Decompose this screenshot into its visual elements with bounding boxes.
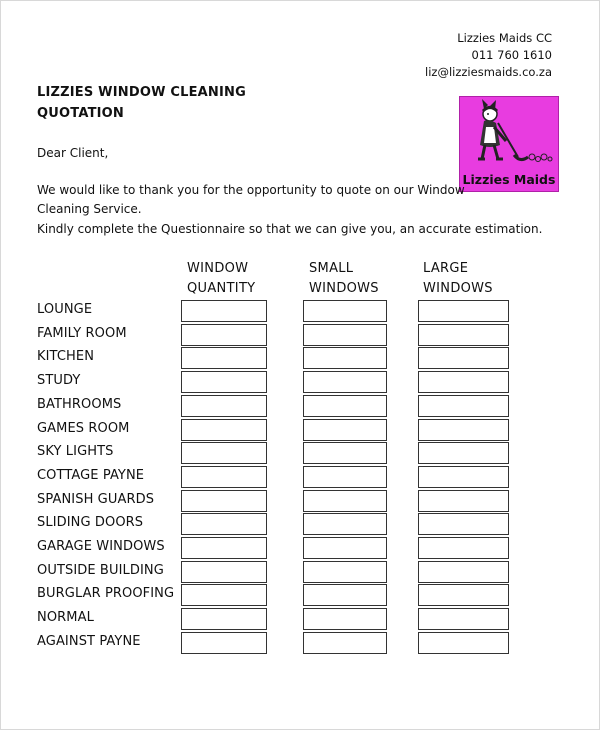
column-header-line-1: LARGE [423,261,469,276]
input-box-large-windows[interactable] [418,608,509,630]
input-box-large-windows[interactable] [418,513,509,535]
input-box-large-windows[interactable] [418,324,509,346]
input-box-large-windows[interactable] [418,537,509,559]
input-box-small-windows[interactable] [303,466,387,488]
column-header-small-windows [309,259,379,299]
input-box-small-windows[interactable] [303,395,387,417]
title-line-2: QUOTATION [37,106,125,121]
input-box-small-windows[interactable] [303,442,387,464]
input-box-large-windows[interactable] [418,466,509,488]
title-line-1: LIZZIES WINDOW CLEANING [37,85,246,100]
input-box-large-windows[interactable] [418,442,509,464]
row-label: KITCHEN [37,349,95,365]
input-box-window-quantity[interactable] [181,490,267,512]
input-box-window-quantity[interactable] [181,442,267,464]
company-email: liz@lizziesmaids.co.za [425,65,552,79]
row-label: FAMILY ROOM [37,325,127,341]
input-box-small-windows[interactable] [303,537,387,559]
input-box-window-quantity[interactable] [181,395,267,417]
input-box-window-quantity[interactable] [181,608,267,630]
input-box-large-windows[interactable] [418,419,509,441]
row-label: SPANISH GUARDS [37,491,155,507]
company-name: Lizzies Maids CC [457,31,552,45]
logo-text: Lizzies Maids [462,172,556,187]
letter-body [37,144,542,239]
input-box-window-quantity[interactable] [181,513,267,535]
input-box-large-windows[interactable] [418,300,509,322]
input-box-window-quantity[interactable] [181,324,267,346]
input-box-large-windows[interactable] [418,347,509,369]
input-box-small-windows[interactable] [303,300,387,322]
row-label: NORMAL [37,610,94,626]
input-box-window-quantity[interactable] [181,300,267,322]
input-box-large-windows[interactable] [418,395,509,417]
row-label: AGAINST PAYNE [37,633,141,649]
row-label: GARAGE WINDOWS [37,539,165,554]
input-box-small-windows[interactable] [303,347,387,369]
row-label: OUTSIDE BUILDING [37,562,164,578]
company-phone: 011 760 1610 [471,48,552,62]
input-box-small-windows[interactable] [303,490,387,512]
column-header-line-1: SMALL [309,261,354,276]
input-box-large-windows[interactable] [418,584,509,606]
row-label: LOUNGE [37,302,93,317]
row-label: BURGLAR PROOFING [37,586,175,602]
input-box-small-windows[interactable] [303,324,387,346]
input-box-window-quantity[interactable] [181,584,267,606]
input-box-window-quantity[interactable] [181,371,267,393]
letter-line-3: Kindly complete the Questionnaire so that we can give you, an accurate estimation. [37,221,543,236]
input-box-small-windows[interactable] [303,608,387,630]
letter-line-1: We would like to thank you for the opportunity to quote on our Window [37,182,465,197]
input-box-large-windows[interactable] [418,632,509,654]
input-box-small-windows[interactable] [303,513,387,535]
input-box-window-quantity[interactable] [181,347,267,369]
row-label: SKY LIGHTS [37,444,114,460]
input-box-large-windows[interactable] [418,490,509,512]
input-box-small-windows[interactable] [303,371,387,393]
column-header-window-quantity [187,259,255,299]
column-header-line-1: WINDOW [187,261,249,276]
input-box-window-quantity[interactable] [181,419,267,441]
letter-line-2: Cleaning Service. [37,202,142,216]
greeting: Dear Client, [37,146,109,160]
input-box-window-quantity[interactable] [181,466,267,488]
column-header-line-2: WINDOWS [423,281,493,296]
input-box-small-windows[interactable] [303,561,387,583]
input-box-large-windows[interactable] [418,561,509,583]
input-box-small-windows[interactable] [303,584,387,606]
input-box-small-windows[interactable] [303,419,387,441]
input-box-large-windows[interactable] [418,371,509,393]
row-label: GAMES ROOM [37,420,130,436]
input-box-window-quantity[interactable] [181,537,267,559]
row-label: COTTAGE PAYNE [37,467,145,483]
input-box-small-windows[interactable] [303,632,387,654]
row-label: STUDY [37,373,81,389]
column-header-large-windows [423,259,493,299]
column-header-line-2: WINDOWS [309,281,379,296]
company-info [425,30,552,81]
document-title [37,82,246,124]
row-label: SLIDING DOORS [37,515,144,531]
column-header-line-2: QUANTITY [187,281,256,296]
input-box-window-quantity[interactable] [181,561,267,583]
row-label: BATHROOMS [37,396,122,412]
input-box-window-quantity[interactable] [181,632,267,654]
